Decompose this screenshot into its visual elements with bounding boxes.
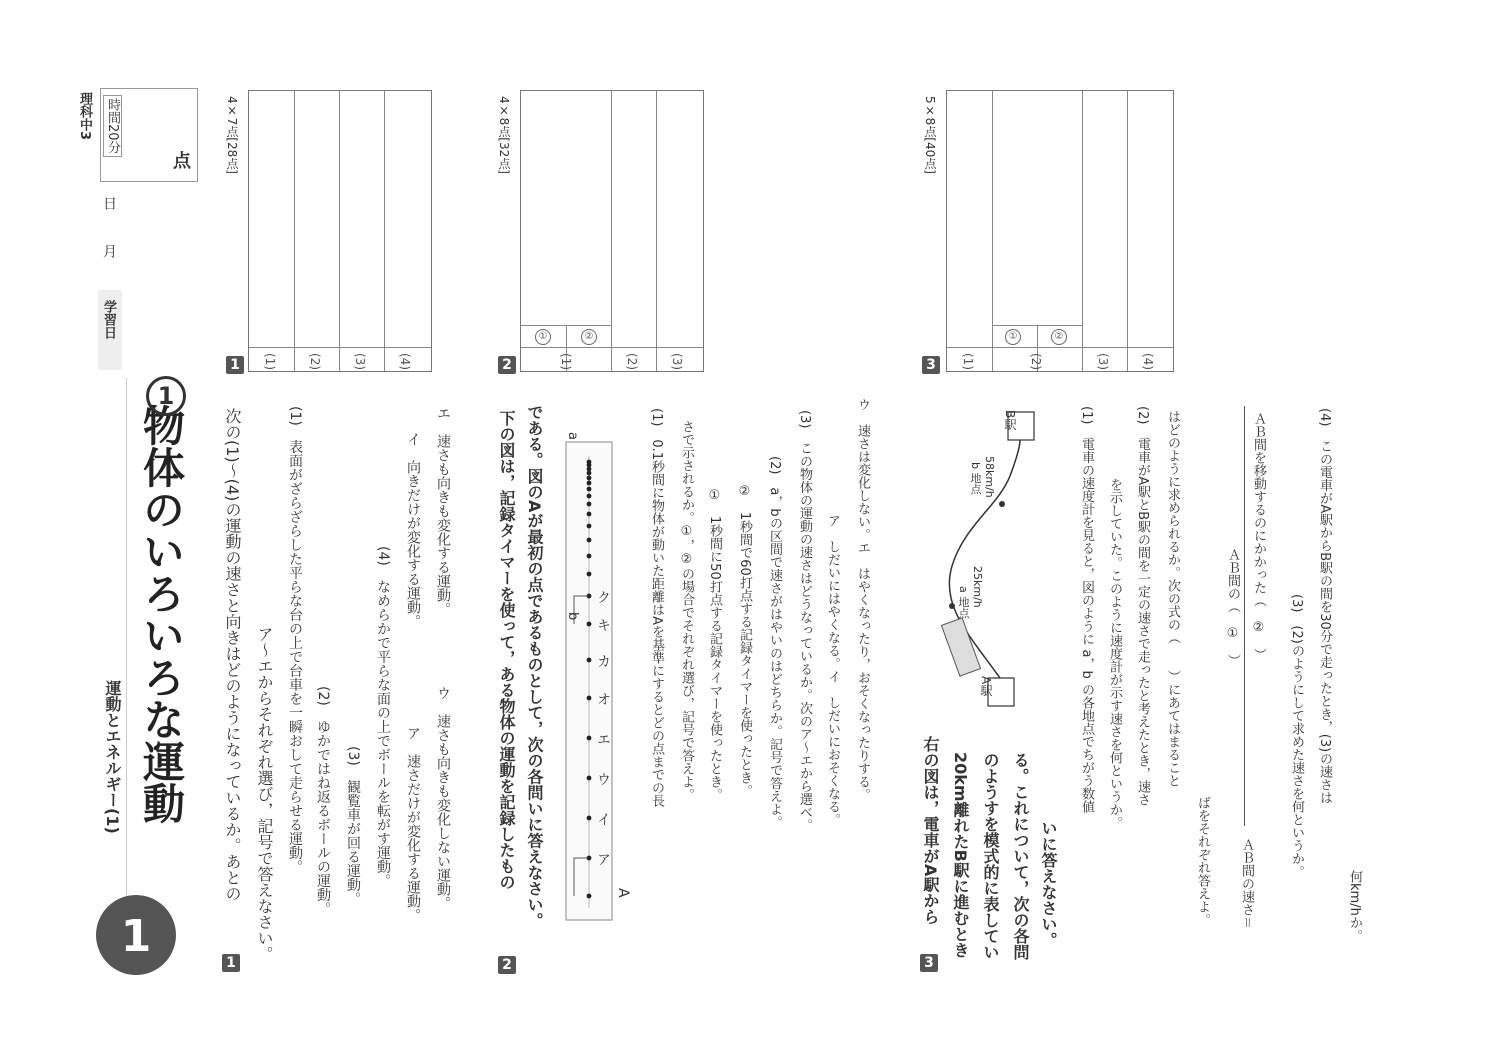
answer-field-1-3[interactable] <box>341 95 381 343</box>
day-label: 日 <box>101 196 117 210</box>
formula-denominator: ＡＢ間を移動するのにかかった（ ② ） <box>1251 412 1266 661</box>
answer-box1-row-label: (3) <box>353 353 367 370</box>
answer-box2-col-line <box>656 91 657 371</box>
score-box <box>100 88 198 182</box>
time-limit: 時間20分 <box>103 95 122 157</box>
q3-item-2b: はどのように求められるか。次の式の（ ）にあてはまること <box>1165 410 1180 787</box>
point-b-speed: 58km/h <box>983 456 996 498</box>
tape-dot <box>587 512 592 517</box>
q2-line1: 下の図は，記録タイマーを使って，ある物体の運動を記録したもの <box>497 410 516 890</box>
tape-point-label: ウ <box>595 772 611 786</box>
station-b-label: B駅 <box>1003 410 1017 431</box>
answer-box3-row-label: (3) <box>1096 353 1110 370</box>
answer-box2-row-label: (2) <box>625 353 639 370</box>
answer-box2-grid <box>520 90 704 372</box>
subject-code: 理科中3 <box>77 92 92 141</box>
study-day-label: 学習日 <box>101 300 116 339</box>
answer-field-1-1[interactable] <box>251 95 291 343</box>
answer-field-3-3[interactable] <box>1084 95 1124 343</box>
answer-box1-row-label: (4) <box>398 353 412 370</box>
tape-point-label: オ <box>595 692 611 706</box>
tape-dot <box>587 572 592 577</box>
answer-box3-points: 5×8点[40点] <box>923 96 937 174</box>
tape-point-label: イ <box>595 812 611 826</box>
point-a-dot <box>949 603 955 609</box>
answer-box1-number: 1 <box>226 356 244 374</box>
answer-field-1-4[interactable] <box>386 95 426 343</box>
q3-item-3: (3) (2)のようにして求めた速さを何というか。 <box>1289 594 1304 878</box>
q2-option-ai: ア しだいにはやくなる。イ しだいにおそくなる。 <box>825 514 840 826</box>
answer-box3-row-label: (2) <box>1029 353 1043 370</box>
answer-box3-sub-label: ① <box>1005 329 1021 345</box>
tape-dot <box>587 538 592 543</box>
tape-dot <box>587 658 592 663</box>
header-rule <box>126 378 127 898</box>
answer-box3-number: 3 <box>922 356 940 374</box>
q2-item-1-1: ① 1秒間に50打点する記録タイマーを使ったとき。 <box>707 488 722 801</box>
answer-box1-col-line <box>339 91 340 371</box>
q2-option-ue: ウ 速さは変化しない。エ はやくなったり，おそくなったりする。 <box>855 398 870 801</box>
answer-box2-sub-label: ② <box>581 329 597 345</box>
q1-item-2: (2) ゆかではね返るボールの運動。 <box>315 686 331 916</box>
train-icon <box>941 618 980 676</box>
answer-box3-grid <box>946 90 1174 372</box>
answer-box1-divider <box>249 347 431 348</box>
point-a-label: a 地点 <box>957 586 970 619</box>
answer-box1-col-line <box>384 91 385 371</box>
q2-number: 2 <box>498 956 516 974</box>
tape-dot <box>587 476 592 481</box>
answer-box1-row-label: (2) <box>308 353 322 370</box>
answer-field-3-4[interactable] <box>1129 95 1169 343</box>
answer-box1-col-line <box>294 91 295 371</box>
answer-box1-grid <box>248 90 432 372</box>
answer-box3-divider <box>947 347 1173 348</box>
q2-item-1a: (1) 0.1秒間に物体が動いた距離はAを基準にするとどの点までの長 <box>649 408 664 807</box>
q3-number: 3 <box>920 954 938 972</box>
q3-item-2c: ばをそれぞれ答えよ。 <box>1195 796 1210 926</box>
tape-point-label: カ <box>595 654 611 668</box>
q3-item-1b: を示していた。このように速度計が示す速さを何というか。 <box>1107 478 1122 829</box>
lesson-number: 1 <box>120 911 152 962</box>
fraction-bar <box>1244 406 1245 826</box>
tape-dot <box>587 460 592 465</box>
tape-point-label: キ <box>595 618 611 632</box>
tape-dot <box>587 524 592 529</box>
month-label: 月 <box>101 244 117 258</box>
title-number: 1 <box>146 376 186 416</box>
answer-field-3-2-1[interactable] <box>994 95 1034 321</box>
q1-option-e: エ 速さも向きも変化する運動。 <box>435 406 451 616</box>
answer-box1-row-label: (1) <box>263 353 277 370</box>
tape-label-b: b <box>565 612 580 621</box>
tape-dot <box>587 554 592 559</box>
answer-box2-number: 2 <box>498 356 516 374</box>
lesson-badge <box>96 895 176 975</box>
q1-option-u: ウ 速さも向きも変化しない運動。 <box>435 686 451 910</box>
answer-box3-col-line <box>992 91 993 371</box>
q1-line2: ア～エからそれぞれ選び，記号で答えなさい。 <box>255 626 274 962</box>
study-day-tag <box>98 290 122 370</box>
page-title: 物体のいろいろな運動 <box>137 404 186 824</box>
point-b-dot <box>999 501 1005 507</box>
point-a-speed: 25km/h <box>971 566 984 608</box>
q2-item-1b: さで示されるか。①，②の場合でそれぞれ選び，記号で答えよ。 <box>679 420 694 801</box>
tape-dot <box>587 816 592 821</box>
q3-item-4a: (4) この電車がA駅からB駅の間を30分で走ったとき，(3)の速さは <box>1317 408 1332 805</box>
score-unit: 点 <box>170 151 191 169</box>
answer-box1-points: 4×7点[28点] <box>225 96 239 174</box>
answer-box2-sub-label: ① <box>535 329 551 345</box>
q3-item-4b: 何km/hか。 <box>1347 870 1362 942</box>
recording-tape-diagram <box>560 438 620 928</box>
tape-point-label: エ <box>595 732 611 746</box>
q3-intro-3: のようすを模式的に表してい <box>981 752 1000 960</box>
tape-dot <box>587 622 592 627</box>
tape-point-label: ク <box>595 590 611 604</box>
q3-intro-4: る。これについて，次の各問 <box>1011 752 1030 960</box>
answer-field-2-1-2[interactable] <box>568 95 608 321</box>
q3-item-1a: (1) 電車の速度計を見ると，図のように a，b の各地点でちがう数値 <box>1079 406 1094 813</box>
q3-intro-2: 20km離れたB駅に進むとき <box>951 752 970 958</box>
answer-box2-points: 4×8点[32点] <box>497 96 511 174</box>
unit-title: 運動とエネルギー(1) <box>103 680 122 834</box>
q2-item-1-2: ② 1秒間で60打点する記録タイマーを使ったとき。 <box>737 484 752 797</box>
answer-box3-sub-label: ② <box>1051 329 1067 345</box>
formula-left: ＡＢ間の速さ＝ <box>1239 838 1254 930</box>
answer-box3-row-label: (4) <box>1141 353 1155 370</box>
tape-point-label: ア <box>595 852 611 866</box>
q1-option-i: イ 向きだけが変化する運動。 <box>405 432 421 628</box>
answer-field-2-3[interactable] <box>658 95 698 343</box>
answer-box2-divider <box>521 347 703 348</box>
q3-intro-5: いに答えなさい。 <box>1039 820 1058 948</box>
q2-item-3: (3) この物体の運動の速さはどうなっているか。次のア～エから選べ。 <box>797 410 812 832</box>
answer-box2-row-label: (3) <box>670 353 684 370</box>
tape-dot <box>587 894 592 899</box>
answer-box3-col-line <box>1082 91 1083 371</box>
answer-field-1-2[interactable] <box>296 95 336 343</box>
q1-item-1: (1) 表面がざらざらした平らな台の上で台車を一瞬おして走らせる運動。 <box>287 406 303 874</box>
q3-item-2a: (2) 電車がA駅とB駅の間を一定の速さで走ったと考えたとき，速さ <box>1135 406 1150 807</box>
q1-item-4: (4) なめらかで平らな面の上でボールを転がす運動。 <box>375 546 391 888</box>
tape-dot <box>587 696 592 701</box>
formula-numerator: ＡＢ間の（ ① ） <box>1225 548 1240 667</box>
train-route-diagram <box>930 406 1050 716</box>
tape-dot <box>587 736 592 741</box>
q1-number: 1 <box>222 954 240 972</box>
q1-item-3: (3) 観覧車が回る運動。 <box>345 746 361 906</box>
answer-box3-col-line <box>1127 91 1128 371</box>
point-b-label: b 地点 <box>969 462 982 495</box>
tape-dot <box>587 776 592 781</box>
tape-dot <box>587 487 592 492</box>
answer-field-2-2[interactable] <box>613 95 653 343</box>
q2-item-2: (2) a，bの区間で速さがはやいのはどちらか。記号で答えよ。 <box>767 456 782 829</box>
answer-field-2-1-1[interactable] <box>523 95 563 321</box>
answer-box2-col-line <box>611 91 612 371</box>
answer-field-3-1[interactable] <box>949 95 989 343</box>
answer-box2-row-label: (1) <box>559 353 573 370</box>
q2-line2: である。図のAが最初の点であるものとして，次の各問いに答えなさい。 <box>525 404 544 929</box>
q3-intro-1: 右の図は，電車がA駅から <box>921 736 940 925</box>
q1-line1: 次の(1)～(4)の運動の速さと向きはどのようになっているか。あとの <box>223 408 242 902</box>
station-a-label: A駅 <box>979 676 993 697</box>
q1-option-a: ア 速さだけが変化する運動。 <box>405 726 421 922</box>
tape-dot <box>587 494 592 499</box>
tape-dot <box>587 502 592 507</box>
tape-dot <box>587 481 592 486</box>
answer-box3-row-label: (1) <box>961 353 975 370</box>
tape-label-a: a <box>565 432 580 440</box>
answer-field-3-2-2[interactable] <box>1039 95 1079 321</box>
tape-label-A: A <box>615 888 631 898</box>
